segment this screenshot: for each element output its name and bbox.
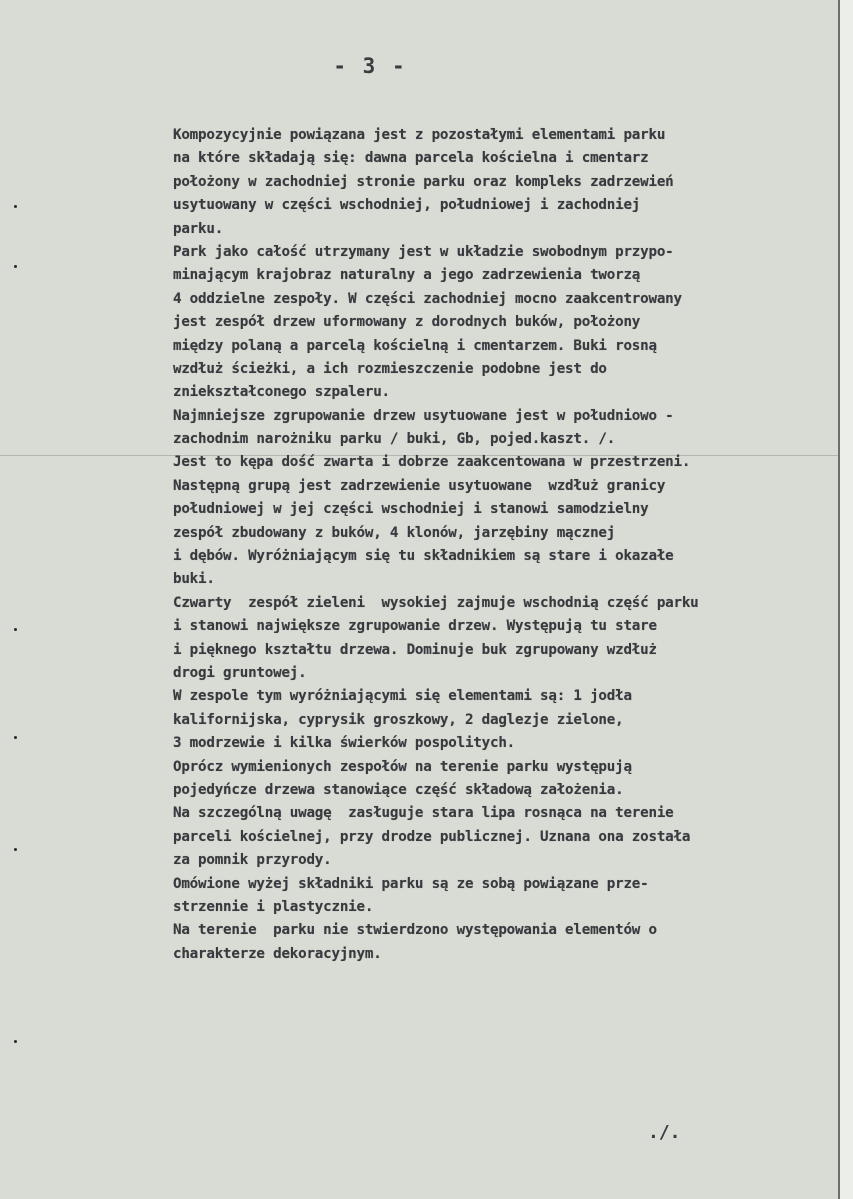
text-line: buki. (173, 571, 215, 588)
text-line: i pięknego kształtu drzewa. Dominuje buk zgrupowany wzdłuż (173, 641, 657, 658)
text-line: Na szczególną uwagę zasługuje stara lipa rosnąca na terenie (173, 805, 674, 822)
text-line: i dębów. Wyróżniającym się tu składnikiem są stare i okazałe (173, 548, 674, 565)
margin-mark (14, 205, 17, 208)
text-line: Omówione wyżej składniki parku są ze sobą powiązane prze- (173, 875, 649, 892)
text-line: i stanowi największe zgrupowanie drzew. Występują tu stare (173, 618, 657, 635)
margin-mark (14, 848, 17, 851)
text-line: wzdłuż ścieżki, a ich rozmieszczenie podobne jest do (173, 360, 607, 377)
text-line: Czwarty zespół zieleni wysokiej zajmuje wschodnią część parku (173, 594, 699, 611)
page-number: - 3 - (333, 54, 407, 78)
text-line: Jest to kępa dość zwarta i dobrze zaakcentowana w przestrzeni. (173, 454, 691, 471)
scan-margin-strip (840, 0, 853, 1199)
margin-mark (14, 736, 17, 739)
text-line: południowej w jej części wschodniej i stanowi samodzielny (173, 501, 649, 518)
text-line: Na terenie parku nie stwierdzono występowania elementów o (173, 922, 657, 939)
text-line: 4 oddzielne zespoły. W części zachodniej mocno zaakcentrowany (173, 290, 682, 307)
text-line: Kompozycyjnie powiązana jest z pozostałymi elementami parku (173, 127, 666, 143)
continuation-mark: ./. (648, 1122, 681, 1143)
text-line: pojedyńcze drzewa stanowiące część składową założenia. (173, 781, 624, 798)
text-line: między polaną a parcelą kościelną i cmentarzem. Buki rosną (173, 337, 657, 354)
text-line: na które składają się: dawna parcela kościelna i cmentarz (173, 150, 649, 167)
text-line: Następną grupą jest zadrzewienie usytuowane wzdłuż granicy (173, 477, 666, 494)
text-line: położony w zachodniej stronie parku oraz kompleks zadrzewień (173, 173, 674, 190)
text-line: Najmniejsze zgrupowanie drzew usytuowane jest w południowo - (173, 407, 674, 424)
text-line: charakterze dekoracyjnym. (173, 945, 382, 962)
text-line: minającym krajobraz naturalny a jego zadrzewienia tworzą (173, 267, 641, 284)
text-line: parku. (173, 220, 224, 237)
text-line: zachodnim narożniku parku / buki, Gb, pojed.kaszt. /. (173, 431, 616, 448)
margin-mark (14, 265, 17, 268)
text-line: drogi gruntowej. (173, 664, 307, 681)
text-line: zniekształconego szpaleru. (173, 384, 390, 401)
typed-body-text (173, 124, 838, 966)
text-line: parceli kościelnej, przy drodze publicznej. Uznana ona została (173, 828, 691, 845)
margin-mark (14, 628, 17, 631)
text-line: W zespole tym wyróżniającymi się elementami są: 1 jodła (173, 688, 632, 705)
text-line: Park jako całość utrzymany jest w układzie swobodnym przypo- (173, 243, 674, 260)
text-line: za pomnik przyrody. (173, 852, 332, 869)
text-line: kalifornijska, cyprysik groszkowy, 2 daglezje zielone, (173, 711, 624, 728)
text-line: jest zespół drzew uformowany z dorodnych buków, położony (173, 314, 641, 331)
margin-mark (14, 1040, 17, 1043)
text-line: strzennie i plastycznie. (173, 898, 374, 915)
text-line: usytuowany w części wschodniej, południowej i zachodniej (173, 197, 641, 214)
text-line: Oprócz wymienionych zespołów na terenie parku występują (173, 758, 632, 775)
text-line: zespół zbudowany z buków, 4 klonów, jarzębiny mącznej (173, 524, 616, 541)
text-line: 3 modrzewie i kilka świerków pospolitych. (173, 735, 516, 752)
